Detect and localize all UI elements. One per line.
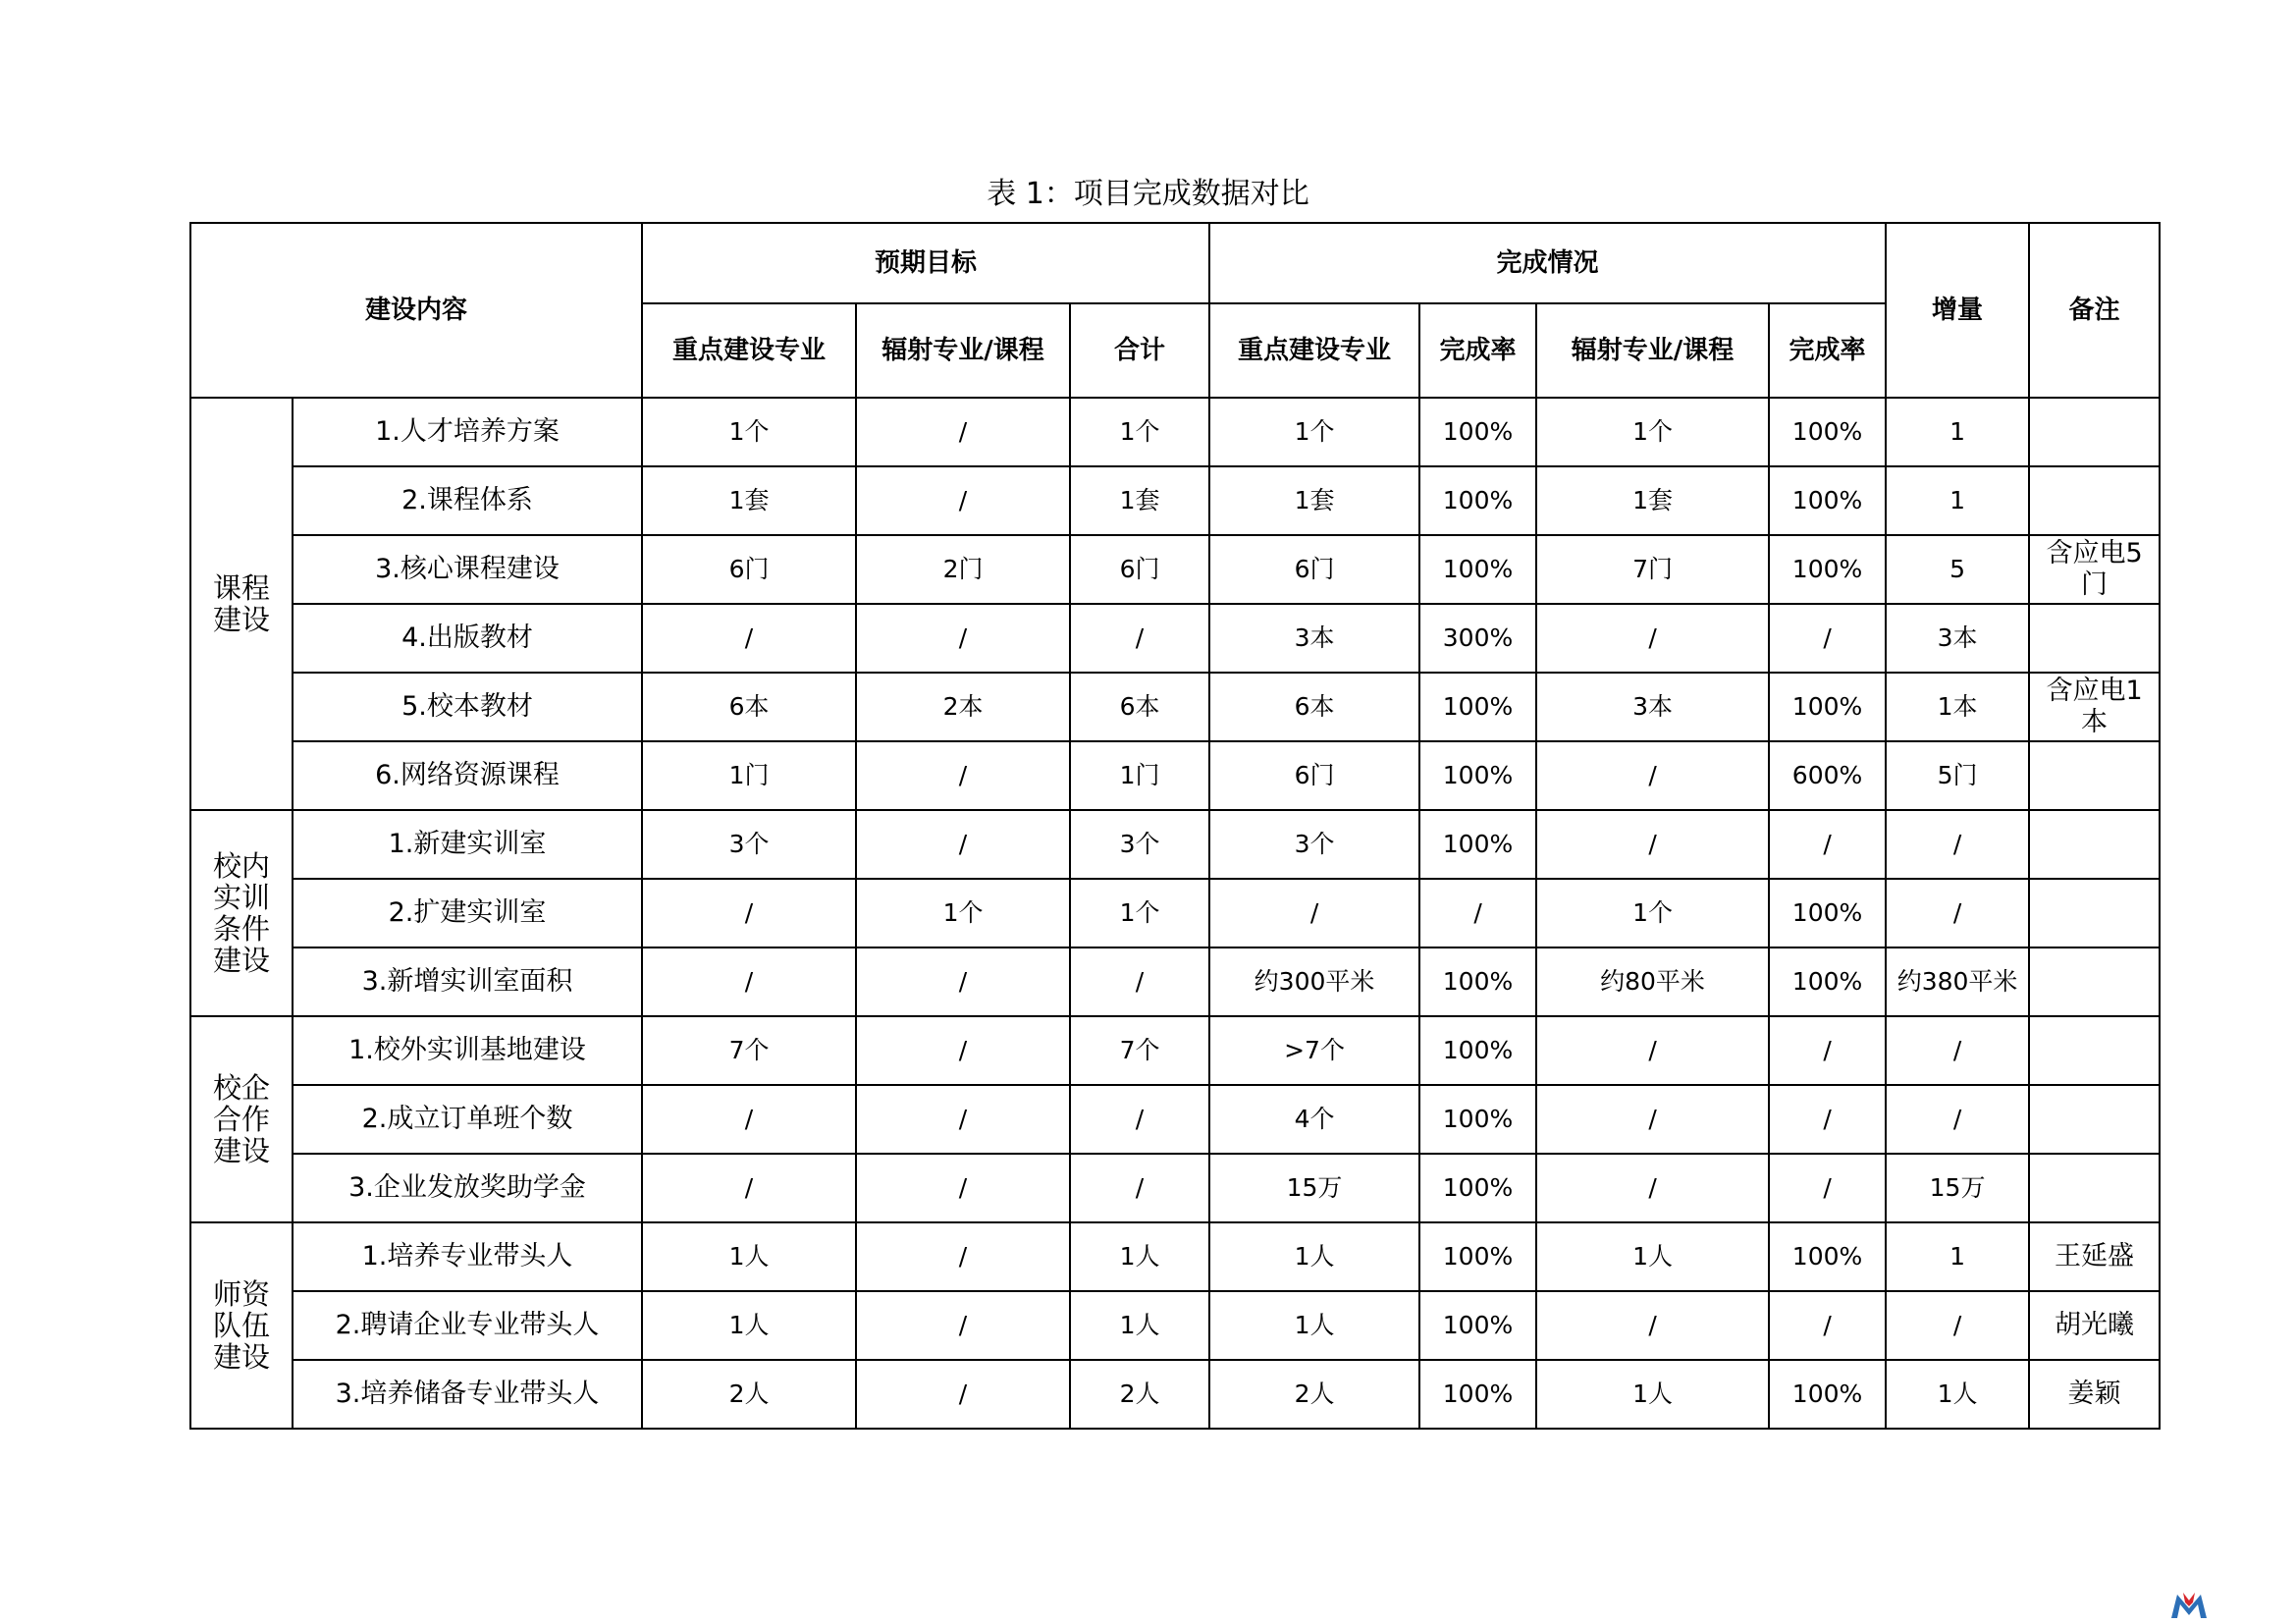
category-cell: 校内 实训 条件 建设 [190, 810, 293, 1016]
category-cell: 师资 队伍 建设 [190, 1222, 293, 1429]
note-cell: 含应电1 本 [2029, 673, 2160, 741]
table-body [190, 398, 2160, 1429]
item-cell: 1.校外实训基地建设 [293, 1016, 642, 1085]
exp-key-cell: 1套 [642, 466, 856, 535]
note-cell: 胡光曦 [2029, 1291, 2160, 1360]
exp-rad-cell: / [856, 947, 1070, 1016]
comparison-table [189, 222, 2161, 1430]
comp-rad-cell: / [1536, 741, 1769, 810]
exp-total-cell: 1套 [1070, 466, 1209, 535]
increase-cell: / [1886, 810, 2029, 879]
table-row [190, 1154, 2160, 1222]
comp-key-rate-cell: 100% [1419, 810, 1536, 879]
comp-key-cell: 15万 [1209, 1154, 1419, 1222]
exp-total-cell: 1个 [1070, 879, 1209, 947]
comp-rad-rate-cell: / [1769, 1085, 1886, 1154]
comp-rad-cell: / [1536, 1291, 1769, 1360]
comp-key-rate-cell: 100% [1419, 673, 1536, 741]
exp-key-cell: 1人 [642, 1222, 856, 1291]
comp-rad-cell: / [1536, 810, 1769, 879]
header-content: 建设内容 [190, 223, 642, 398]
table-row [190, 1016, 2160, 1085]
increase-cell: 1人 [1886, 1360, 2029, 1429]
comp-rad-rate-cell: 100% [1769, 535, 1886, 604]
table-row [190, 673, 2160, 741]
exp-total-cell: / [1070, 604, 1209, 673]
header-expected: 预期目标 [642, 223, 1209, 303]
header-comp-key: 重点建设专业 [1209, 303, 1419, 398]
comp-key-rate-cell: 100% [1419, 535, 1536, 604]
exp-total-cell: / [1070, 1154, 1209, 1222]
exp-rad-cell: / [856, 604, 1070, 673]
item-cell: 3.培养储备专业带头人 [293, 1360, 642, 1429]
comp-key-cell: 3个 [1209, 810, 1419, 879]
header-exp-rad: 辐射专业/课程 [856, 303, 1070, 398]
item-cell: 4.出版教材 [293, 604, 642, 673]
note-cell: 含应电5 门 [2029, 535, 2160, 604]
increase-cell: / [1886, 879, 2029, 947]
increase-cell: 1本 [1886, 673, 2029, 741]
comp-key-rate-cell: 100% [1419, 1291, 1536, 1360]
comp-key-rate-cell: 100% [1419, 466, 1536, 535]
item-cell: 3.新增实训室面积 [293, 947, 642, 1016]
item-cell: 1.培养专业带头人 [293, 1222, 642, 1291]
increase-cell: 约380平米 [1886, 947, 2029, 1016]
comp-key-cell: 1个 [1209, 398, 1419, 466]
comp-rad-cell: / [1536, 604, 1769, 673]
comp-key-rate-cell: / [1419, 879, 1536, 947]
item-cell: 3.核心课程建设 [293, 535, 642, 604]
note-cell [2029, 1154, 2160, 1222]
table-row [190, 398, 2160, 466]
category-cell: 校企 合作 建设 [190, 1016, 293, 1222]
increase-cell: 5 [1886, 535, 2029, 604]
comp-rad-cell: 1个 [1536, 398, 1769, 466]
comp-rad-rate-cell: 100% [1769, 947, 1886, 1016]
exp-key-cell: 1个 [642, 398, 856, 466]
comp-key-rate-cell: 100% [1419, 1360, 1536, 1429]
publisher-logo-icon [2169, 1591, 2209, 1620]
exp-rad-cell: / [856, 398, 1070, 466]
comp-rad-cell: 1人 [1536, 1360, 1769, 1429]
exp-key-cell: / [642, 604, 856, 673]
header-exp-total: 合计 [1070, 303, 1209, 398]
exp-key-cell: 3个 [642, 810, 856, 879]
increase-cell: 1 [1886, 398, 2029, 466]
increase-cell: 5门 [1886, 741, 2029, 810]
exp-rad-cell: / [856, 1016, 1070, 1085]
exp-key-cell: / [642, 1085, 856, 1154]
exp-rad-cell: / [856, 1291, 1070, 1360]
item-cell: 1.人才培养方案 [293, 398, 642, 466]
note-cell [2029, 1016, 2160, 1085]
exp-total-cell: 7个 [1070, 1016, 1209, 1085]
exp-rad-cell: / [856, 810, 1070, 879]
comp-rad-cell: / [1536, 1154, 1769, 1222]
header-note: 备注 [2029, 223, 2160, 398]
exp-rad-cell: 2门 [856, 535, 1070, 604]
comp-key-cell: 4个 [1209, 1085, 1419, 1154]
table-row [190, 1360, 2160, 1429]
note-cell [2029, 604, 2160, 673]
table-row [190, 810, 2160, 879]
exp-key-cell: 1人 [642, 1291, 856, 1360]
comp-rad-rate-cell: 100% [1769, 466, 1886, 535]
item-cell: 2.扩建实训室 [293, 879, 642, 947]
exp-key-cell: / [642, 947, 856, 1016]
exp-total-cell: / [1070, 947, 1209, 1016]
item-cell: 5.校本教材 [293, 673, 642, 741]
table-row [190, 535, 2160, 604]
comp-rad-rate-cell: / [1769, 810, 1886, 879]
exp-rad-cell: 1个 [856, 879, 1070, 947]
table-row [190, 466, 2160, 535]
comp-key-rate-cell: 100% [1419, 1016, 1536, 1085]
exp-rad-cell: / [856, 1085, 1070, 1154]
exp-key-cell: 2人 [642, 1360, 856, 1429]
exp-key-cell: 6门 [642, 535, 856, 604]
comp-key-cell: 约300平米 [1209, 947, 1419, 1016]
table-row [190, 1085, 2160, 1154]
comp-rad-rate-cell: 100% [1769, 1360, 1886, 1429]
exp-total-cell: 6门 [1070, 535, 1209, 604]
comp-rad-cell: / [1536, 1085, 1769, 1154]
comp-rad-cell: 约80平米 [1536, 947, 1769, 1016]
item-cell: 1.新建实训室 [293, 810, 642, 879]
comp-key-cell: 2人 [1209, 1360, 1419, 1429]
increase-cell: 15万 [1886, 1154, 2029, 1222]
comp-key-rate-cell: 100% [1419, 1085, 1536, 1154]
comp-key-rate-cell: 300% [1419, 604, 1536, 673]
comp-key-cell: 3本 [1209, 604, 1419, 673]
increase-cell: / [1886, 1016, 2029, 1085]
comp-key-cell: 6本 [1209, 673, 1419, 741]
comp-rad-rate-cell: 100% [1769, 879, 1886, 947]
category-cell: 课程 建设 [190, 398, 293, 810]
note-cell [2029, 1085, 2160, 1154]
table-row [190, 1222, 2160, 1291]
item-cell: 2.成立订单班个数 [293, 1085, 642, 1154]
exp-total-cell: 6本 [1070, 673, 1209, 741]
comp-rad-cell: / [1536, 1016, 1769, 1085]
item-cell: 2.课程体系 [293, 466, 642, 535]
comp-key-rate-cell: 100% [1419, 741, 1536, 810]
exp-key-cell: / [642, 879, 856, 947]
exp-rad-cell: / [856, 1360, 1070, 1429]
comp-rad-cell: 3本 [1536, 673, 1769, 741]
header-comp-key-rate: 完成率 [1419, 303, 1536, 398]
comp-rad-rate-cell: 100% [1769, 673, 1886, 741]
comp-rad-rate-cell: 100% [1769, 398, 1886, 466]
exp-rad-cell: / [856, 1154, 1070, 1222]
table-row [190, 947, 2160, 1016]
note-cell [2029, 879, 2160, 947]
exp-key-cell: / [642, 1154, 856, 1222]
note-cell [2029, 947, 2160, 1016]
table-row [190, 879, 2160, 947]
header-comp-rad-rate: 完成率 [1769, 303, 1886, 398]
exp-total-cell: 3个 [1070, 810, 1209, 879]
exp-rad-cell: 2本 [856, 673, 1070, 741]
exp-total-cell: 1人 [1070, 1222, 1209, 1291]
table-caption: 表 1：项目完成数据对比 [987, 177, 1309, 211]
increase-cell: 1 [1886, 1222, 2029, 1291]
comp-key-rate-cell: 100% [1419, 947, 1536, 1016]
exp-rad-cell: / [856, 741, 1070, 810]
exp-rad-cell: / [856, 1222, 1070, 1291]
increase-cell: / [1886, 1291, 2029, 1360]
note-cell [2029, 810, 2160, 879]
item-cell: 3.企业发放奖助学金 [293, 1154, 642, 1222]
comp-key-cell: 6门 [1209, 535, 1419, 604]
comp-key-rate-cell: 100% [1419, 1222, 1536, 1291]
comp-rad-rate-cell: / [1769, 1291, 1886, 1360]
item-cell: 2.聘请企业专业带头人 [293, 1291, 642, 1360]
comp-rad-rate-cell: / [1769, 604, 1886, 673]
exp-key-cell: 6本 [642, 673, 856, 741]
comp-key-cell: 6门 [1209, 741, 1419, 810]
comp-key-rate-cell: 100% [1419, 1154, 1536, 1222]
comp-key-cell: 1人 [1209, 1222, 1419, 1291]
note-cell [2029, 466, 2160, 535]
header-completion: 完成情况 [1209, 223, 1886, 303]
comp-rad-rate-cell: / [1769, 1154, 1886, 1222]
exp-total-cell: 2人 [1070, 1360, 1209, 1429]
exp-rad-cell: / [856, 466, 1070, 535]
exp-total-cell: 1人 [1070, 1291, 1209, 1360]
comp-key-cell: 1套 [1209, 466, 1419, 535]
exp-total-cell: / [1070, 1085, 1209, 1154]
header-increase: 增量 [1886, 223, 2029, 398]
increase-cell: 1 [1886, 466, 2029, 535]
comp-key-cell: >7个 [1209, 1016, 1419, 1085]
table-row [190, 604, 2160, 673]
comp-key-cell: 1人 [1209, 1291, 1419, 1360]
comp-rad-cell: 1个 [1536, 879, 1769, 947]
exp-key-cell: 1门 [642, 741, 856, 810]
note-cell: 王延盛 [2029, 1222, 2160, 1291]
exp-total-cell: 1门 [1070, 741, 1209, 810]
comp-key-rate-cell: 100% [1419, 398, 1536, 466]
table-row [190, 741, 2160, 810]
note-cell [2029, 741, 2160, 810]
item-cell: 6.网络资源课程 [293, 741, 642, 810]
header-exp-key: 重点建设专业 [642, 303, 856, 398]
comp-rad-rate-cell: 600% [1769, 741, 1886, 810]
exp-key-cell: 7个 [642, 1016, 856, 1085]
header-comp-rad: 辐射专业/课程 [1536, 303, 1769, 398]
comp-key-cell: / [1209, 879, 1419, 947]
increase-cell: / [1886, 1085, 2029, 1154]
comp-rad-cell: 7门 [1536, 535, 1769, 604]
increase-cell: 3本 [1886, 604, 2029, 673]
table-row [190, 1291, 2160, 1360]
note-cell: 姜颖 [2029, 1360, 2160, 1429]
comp-rad-cell: 1人 [1536, 1222, 1769, 1291]
exp-total-cell: 1个 [1070, 398, 1209, 466]
note-cell [2029, 398, 2160, 466]
comp-rad-rate-cell: / [1769, 1016, 1886, 1085]
comp-rad-cell: 1套 [1536, 466, 1769, 535]
comp-rad-rate-cell: 100% [1769, 1222, 1886, 1291]
